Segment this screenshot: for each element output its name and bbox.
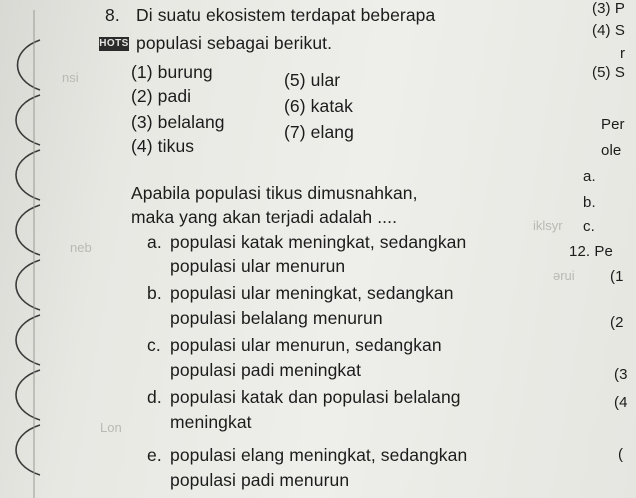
- population-item: (4) tikus: [131, 136, 195, 156]
- population-item: (6) katak: [284, 96, 353, 116]
- option-e-letter: e.: [147, 445, 162, 465]
- right-column-text: (2: [610, 314, 624, 331]
- right-column-text: r: [620, 45, 626, 62]
- right-column-text: ole: [601, 142, 622, 159]
- right-column-text: c.: [583, 218, 595, 235]
- option-c-line2: populasi padi meningkat: [170, 360, 362, 380]
- right-column-text: (: [618, 446, 624, 463]
- option-e-line2: populasi padi menurun: [170, 470, 350, 490]
- right-column-text: (3: [614, 366, 628, 383]
- question-prompt-line2: maka yang akan terjadi adalah ....: [131, 207, 398, 227]
- right-column-text: b.: [583, 194, 596, 211]
- right-column-text: Per: [601, 116, 625, 133]
- question-stem-line2: populasi sebagai berikut.: [136, 33, 333, 53]
- hots-badge: HOTS: [99, 38, 129, 49]
- option-b-line1: populasi ular meningkat, sedangkan: [170, 283, 454, 303]
- bleed-through-text: nsi: [62, 70, 79, 85]
- question-prompt-line1: Apabila populasi tikus dimusnahkan,: [131, 183, 418, 203]
- bleed-through-text: Lon: [100, 420, 122, 435]
- option-c-line1: populasi ular menurun, sedangkan: [170, 335, 442, 355]
- option-a-line1: populasi katak meningkat, sedangkan: [170, 232, 467, 252]
- option-d-line1: populasi katak dan populasi belalang: [170, 387, 461, 407]
- option-d-line2: meningkat: [170, 412, 252, 432]
- question-number: 8.: [105, 5, 120, 25]
- bleed-through-text: ərui: [553, 268, 575, 283]
- option-d-letter: d.: [147, 387, 162, 407]
- question-stem-line1: Di suatu ekosistem terdapat beberapa: [136, 5, 436, 25]
- population-item: (7) elang: [284, 122, 354, 142]
- right-column-text: (4) S: [592, 22, 626, 39]
- bleed-through-text: neb: [70, 240, 92, 255]
- right-column-text: (1: [610, 268, 624, 285]
- option-b-letter: b.: [147, 283, 162, 303]
- right-column-text: 12. Pe: [569, 243, 613, 260]
- option-a-line2: populasi ular menurun: [170, 256, 346, 276]
- bleed-through-text: iklsyr: [533, 218, 563, 233]
- population-item: (3) belalang: [131, 112, 225, 132]
- right-column-text: a.: [583, 168, 596, 185]
- right-column-text: (5) S: [592, 64, 626, 81]
- option-e-line1: populasi elang meningkat, sedangkan: [170, 445, 468, 465]
- right-column-text: (3) P: [592, 0, 626, 17]
- population-item: (2) padi: [131, 86, 192, 106]
- page-binding-curls: [0, 0, 60, 498]
- population-item: (1) burung: [131, 62, 213, 82]
- right-column-text: (4: [614, 394, 628, 411]
- population-item: (5) ular: [284, 70, 341, 90]
- option-c-letter: c.: [147, 335, 161, 355]
- option-b-line2: populasi belalang menurun: [170, 308, 383, 328]
- option-a-letter: a.: [147, 232, 162, 252]
